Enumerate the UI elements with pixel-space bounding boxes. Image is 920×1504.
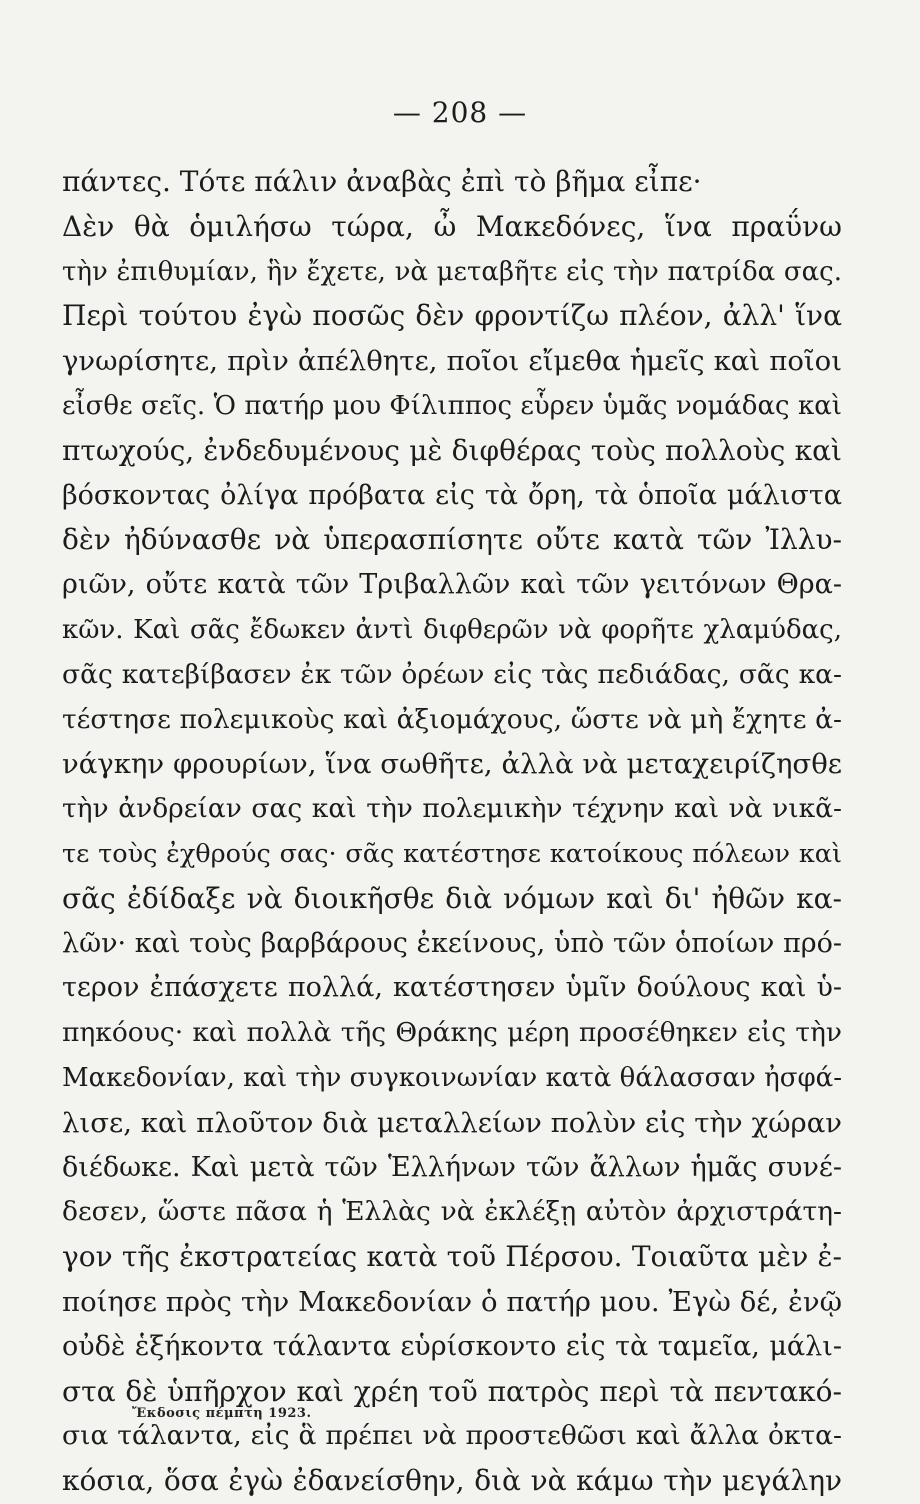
text-line: γνωρίσητε, πρὶν ἀπέλθητε, ποῖοι εἴμεθα ἡμεῖς καὶ ποῖοι	[62, 345, 842, 378]
text-line: τέστησε πολεμικοὺς καὶ ἀξιομάχους, ὥστε νὰ μὴ ἔχητε ἀ-	[62, 703, 842, 735]
text-line: τε τοὺς ἐχθρούς σας· σᾶς κατέστησε κατοίκους πόλεων καὶ	[62, 838, 842, 869]
text-line: σᾶς ἐδίδαξε νὰ διοικῆσθε διὰ νόμων καὶ δι' ἠθῶν κα-	[62, 881, 842, 915]
text-line: λῶν· καὶ τοὺς βαρβάρους ἐκείνους, ὑπὸ τῶν ὁποίων πρό-	[62, 927, 842, 959]
text-line: λισε, καὶ πλοῦτον διὰ μεταλλείων πολὺν εἰς τὴν χώραν	[62, 1106, 842, 1139]
text-line: σᾶς κατεβίβασεν ἐκ τῶν ὀρέων εἰς τὰς πεδιάδας, σᾶς κα-	[62, 658, 842, 690]
text-line: νάγκην φρουρίων, ἵνα σωθῆτε, ἀλλὰ νὰ μεταχειρίζησθε	[62, 748, 842, 781]
edition-footer: Ἔκδοσις πέμπτη 1923.	[132, 1406, 312, 1421]
text-line: εἶσθε σεῖς. Ὁ πατήρ μου Φίλιππος εὗρεν ὑμᾶς νομάδας καὶ	[62, 390, 842, 421]
text-line: τὴν ἐπιθυμίαν, ἣν ἔχετε, νὰ μεταβῆτε εἰς τὴν πατρίδα σας.	[62, 256, 842, 287]
text-line: πτωχούς, ἐνδεδυμένους μὲ διφθέρας τοὺς πολλοὺς καὶ	[62, 433, 842, 467]
text-line: τερον ἐπάσχετε πολλά, κατέστησεν ὑμῖν δούλους καὶ ὑ-	[62, 972, 842, 1004]
text-line: διέδωκε. Καὶ μετὰ τῶν Ἑλλήνων τῶν ἄλλων ἡμᾶς συνέ-	[62, 1151, 842, 1183]
text-line: ριῶν, οὔτε κατὰ τῶν Τριβαλλῶν καὶ τῶν γειτόνων Θρα-	[62, 569, 842, 601]
text-line: κόσια, ὅσα ἐγὼ ἐδανείσθην, διὰ νὰ κάμω τὴν μεγάλην	[62, 1464, 842, 1498]
body-text	[62, 160, 842, 1504]
text-line: δὲν ἠδύνασθε νὰ ὑπερασπίσητε οὔτε κατὰ τῶν Ἰλλυ-	[62, 523, 842, 557]
text-line: στα δὲ ὑπῆρχον καὶ χρέη τοῦ πατρὸς περὶ τὰ πεντακό-	[62, 1374, 842, 1408]
text-line: ποίησε πρὸς τὴν Μακεδονίαν ὁ πατήρ μου. Ἐγὼ δέ, ἐνῷ	[62, 1285, 842, 1318]
text-line: δεσεν, ὥστε πᾶσα ἡ Ἑλλὰς νὰ ἐκλέξῃ αὐτὸν ἀρχιστράτη-	[62, 1196, 842, 1228]
page-number: — 208 —	[392, 96, 528, 129]
text-line: οὐδὲ ἑξήκοντα τάλαντα εὑρίσκοντο εἰς τὰ ταμεῖα, μάλι-	[62, 1330, 842, 1362]
text-line: σια τάλαντα, εἰς ἃ πρέπει νὰ προστεθῶσι καὶ ἄλλα ὀκτα-	[62, 1420, 842, 1452]
text-line: τὴν ἀνδρείαν σας καὶ τὴν πολεμικὴν τέχνην καὶ νὰ νικᾶ-	[62, 793, 842, 825]
text-line: Περὶ τούτου ἐγὼ ποσῶς δὲν φροντίζω πλέον, ἀλλ' ἵνα	[62, 299, 842, 333]
text-line: Μακεδονίαν, καὶ τὴν συγκοινωνίαν κατὰ θάλασσαν ἠσφά-	[62, 1062, 842, 1093]
text-line: πηκόους· καὶ πολλὰ τῆς Θράκης μέρη προσέθηκεν εἰς τὴν	[62, 1017, 842, 1049]
text-line: κῶν. Καὶ σᾶς ἔδωκεν ἀντὶ διφθερῶν νὰ φορῆτε χλαμύδας,	[62, 614, 842, 645]
text-line: Δὲν θὰ ὁμιλήσω τώρα, ὦ Μακεδόνες, ἵνα πραΰνω	[62, 209, 842, 243]
text-line: γον τῆς ἐκστρατείας κατὰ τοῦ Πέρσου. Τοιαῦτα μὲν ἐ-	[62, 1240, 842, 1274]
text-line: πάντες. Τότε πάλιν ἀναβὰς ἐπὶ τὸ βῆμα εἶπε·	[62, 165, 702, 198]
text-line: βόσκοντας ὀλίγα πρόβατα εἰς τὰ ὄρη, τὰ ὁποῖα μάλιστα	[62, 479, 842, 511]
